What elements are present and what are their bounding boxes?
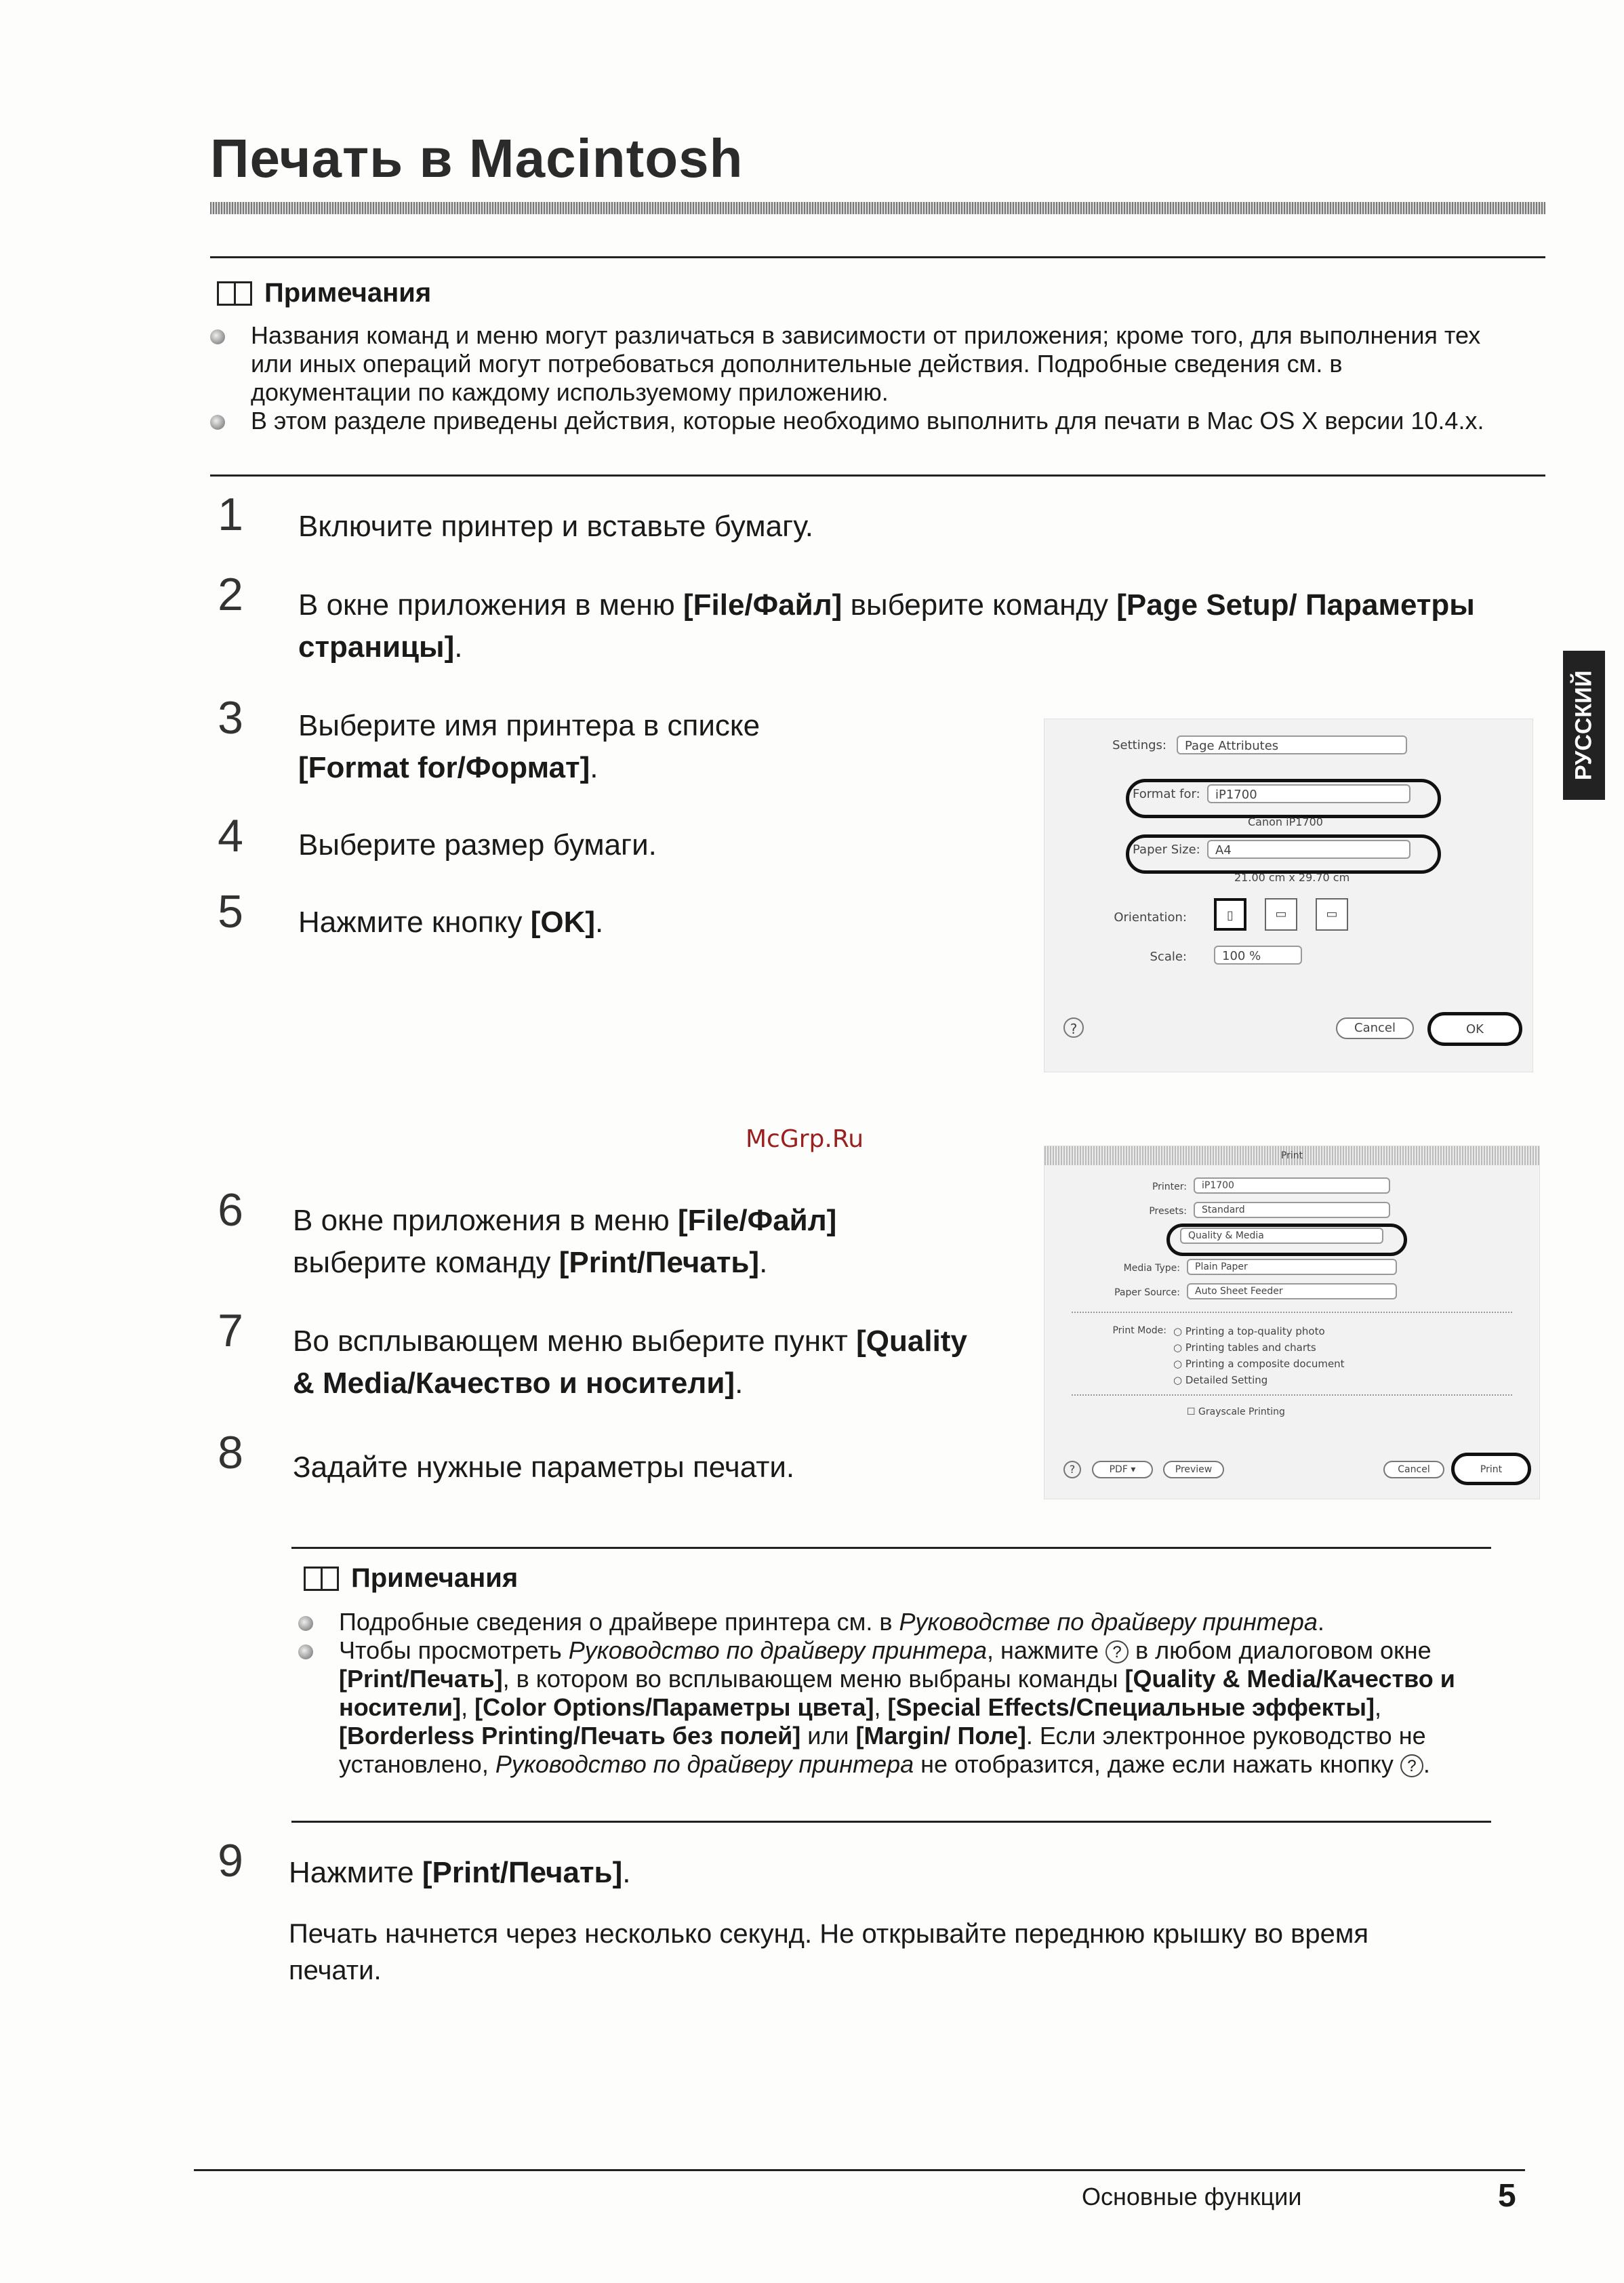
print-mode-radio[interactable]: ○ Printing tables and charts	[1173, 1341, 1316, 1354]
divider	[291, 1547, 1491, 1549]
preview-button[interactable]: Preview	[1163, 1461, 1224, 1478]
notes-heading: Примечания	[217, 278, 431, 308]
help-icon[interactable]: ?	[1063, 1017, 1084, 1038]
list-item: Подробные сведения о драйвере принтера см. в Руководстве по драйверу принтера.	[298, 1608, 1491, 1636]
page-setup-dialog: Settings: Page Attributes Format for: iP1700 Canon iP1700 Paper Size: A4 21.00 cm x 29.70 cm Orientation: ▯ ▭ ▭ Scale: 100 % ? Cancel OK	[1044, 719, 1533, 1072]
media-type-select[interactable]: Plain Paper	[1187, 1259, 1397, 1275]
cancel-button[interactable]: Cancel	[1383, 1461, 1444, 1478]
step-number: 7	[218, 1305, 243, 1356]
printer-select[interactable]: iP1700	[1194, 1177, 1390, 1194]
step-number: 3	[218, 692, 243, 744]
format-for-select[interactable]: iP1700	[1207, 784, 1410, 803]
print-dialog: Print Printer: iP1700 Presets: Standard Quality & Media Media Type: Plain Paper Paper Source: Auto Sheet Feeder Print Mode: ○ Printing a top-quality photo ○ Printing tables and charts ○ Printing a composite document ○ Detailed Setting ☐ Grayscale Printing ? PDF ▾ Preview Cancel Print	[1044, 1146, 1540, 1499]
dialog-title: Print	[1044, 1146, 1539, 1165]
print-button[interactable]: Print	[1451, 1453, 1531, 1485]
scale-input[interactable]: 100 %	[1214, 946, 1302, 965]
list-item: В этом разделе приведены действия, которые необходимо выполнить для печати в Mac OS X версии 10.4.x.	[210, 407, 1484, 435]
divider	[1072, 1394, 1512, 1396]
step-number: 8	[218, 1427, 243, 1478]
step-number: 6	[218, 1184, 243, 1236]
page-title: Печать в Macintosh	[210, 128, 744, 188]
book-icon	[304, 1567, 339, 1591]
step-text: Во всплывающем меню выберите пункт [Quality & Media/Качество и носители].	[293, 1325, 967, 1400]
divider	[210, 256, 1545, 258]
step-number: 1	[218, 489, 243, 540]
watermark: McGrp.Ru	[746, 1125, 864, 1153]
step-text: Выберите размер бумаги.	[298, 828, 657, 862]
step-text: Выберите имя принтера в списке [Format for/Формат].	[298, 709, 760, 784]
list-item: Названия команд и меню могут различаться в зависимости от приложения; кроме того, для выполнения тех или иных операций могут потребоваться дополнительные действия. Подробные сведения см. в документации по каждому используемому приложению.	[210, 321, 1484, 407]
book-icon	[217, 281, 252, 306]
step-number: 9	[218, 1835, 243, 1886]
paper-source-select[interactable]: Auto Sheet Feeder	[1187, 1283, 1397, 1299]
grayscale-checkbox[interactable]: ☐ Grayscale Printing	[1187, 1407, 1285, 1417]
ok-button[interactable]: OK	[1427, 1012, 1522, 1046]
landscape-orientation-icon[interactable]: ▭	[1265, 898, 1297, 931]
step-number: 2	[218, 569, 243, 620]
step-text: В окне приложения в меню [File/Файл] выберите команду [Print/Печать].	[293, 1204, 837, 1279]
page-number: 5	[1498, 2178, 1516, 2214]
list-item: Чтобы просмотреть Руководство по драйверу принтера, нажмите ? в любом диалоговом окне [Print/Печать], в котором во всплывающем меню выбраны команды [Quality & Media/Качество и носители], [Color Options/Параметры цвета], [Special Effects/Специальные эффекты], [Borderless Printing/Печать без полей] или [Margin/ Поле]. Если электронное руководство не установлено, Руководство по драйверу принтера не отобразится, даже если нажать кнопку ? .	[298, 1636, 1491, 1779]
title-underline	[210, 202, 1545, 214]
language-tab: РУССКИЙ	[1563, 651, 1605, 800]
help-icon[interactable]: ?	[1063, 1461, 1081, 1478]
step-text: Нажмите [Print/Печать].	[289, 1856, 631, 1889]
step-text: В окне приложения в меню [File/Файл] выберите команду [Page Setup/ Параметры страницы].	[298, 588, 1475, 664]
help-icon: ?	[1105, 1640, 1129, 1663]
help-icon: ?	[1400, 1754, 1423, 1777]
step-number: 5	[218, 886, 243, 937]
divider	[194, 2169, 1525, 2171]
reverse-landscape-orientation-icon[interactable]: ▭	[1316, 898, 1348, 931]
print-mode-radio[interactable]: ○ Printing a composite document	[1173, 1358, 1345, 1370]
step-text: Включите принтер и вставьте бумагу.	[298, 510, 814, 543]
step-text: Нажмите кнопку [OK].	[298, 906, 604, 939]
notes-list	[298, 1608, 1491, 1779]
portrait-orientation-icon[interactable]: ▯	[1214, 898, 1246, 931]
step-text: Задайте нужные параметры печати.	[293, 1451, 795, 1484]
pdf-button[interactable]: PDF ▾	[1092, 1461, 1153, 1478]
print-mode-radio[interactable]: ○ Printing a top-quality photo	[1173, 1325, 1325, 1337]
step-number: 4	[218, 810, 243, 862]
panel-select[interactable]: Quality & Media	[1180, 1228, 1383, 1244]
step-description: Печать начнется через несколько секунд. Не открывайте переднюю крышку во время печати.	[289, 1919, 1369, 1985]
print-mode-radio[interactable]: ○ Detailed Setting	[1173, 1374, 1267, 1386]
cancel-button[interactable]: Cancel	[1336, 1017, 1414, 1039]
notes-list	[210, 321, 1484, 435]
settings-select[interactable]: Page Attributes	[1177, 735, 1407, 754]
divider	[210, 474, 1545, 477]
footer-section: Основные функции	[1082, 2183, 1302, 2210]
presets-select[interactable]: Standard	[1194, 1202, 1390, 1218]
notes-heading: Примечания	[304, 1563, 518, 1594]
paper-size-select[interactable]: A4	[1207, 840, 1410, 859]
divider	[291, 1821, 1491, 1823]
divider	[1072, 1312, 1512, 1313]
